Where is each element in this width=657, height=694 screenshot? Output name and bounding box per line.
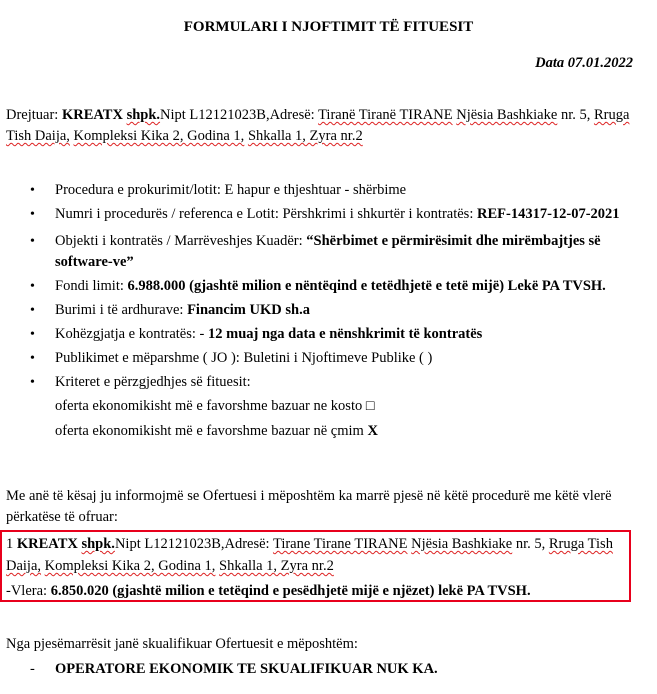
disqualified-item bbox=[30, 659, 438, 680]
list-item: • Kriteret e përzgjedhjes së fituesit: bbox=[30, 372, 636, 393]
checkbox-empty-icon: □ bbox=[365, 398, 375, 414]
authority-address bbox=[6, 105, 634, 147]
authority-street: Rruga Tish Daija, bbox=[6, 107, 630, 144]
list-item: • Burimi i të ardhurave: Financim UKD sh.a bbox=[30, 300, 636, 321]
winner-city: Tirane Tirane TIRANE bbox=[272, 536, 408, 552]
authority-name: KREATX bbox=[61, 107, 123, 123]
winner-name: KREATX bbox=[16, 536, 78, 552]
list-item: • Procedura e prokurimit/lotit: E hapur e thjeshtuar - shërbime bbox=[30, 180, 636, 201]
list-item: • Objekti i kontratës / Marrëveshjes Kuadër: “Shërbimet e përmirësimit dhe mirëmbajtjes së software-ve” bbox=[30, 231, 636, 273]
form-title: FORMULARI I NJOFTIMIT TË FITUESIT bbox=[183, 19, 474, 35]
criteria-option: oferta ekonomikisht më e favorshme bazuar në çmim X bbox=[55, 423, 378, 439]
winner-value bbox=[6, 580, 632, 602]
winner-address bbox=[6, 533, 632, 577]
document-date: Data 07.01.2022 bbox=[535, 55, 633, 71]
winner-street: Rruga Tish Daija, bbox=[6, 536, 613, 574]
list-item: • Publikimet e mëparshme ( JO ): Buletini i Njoftimeve Publike ( ) bbox=[30, 348, 636, 369]
winner-nipt: Nipt L12121023B,Adresë: bbox=[114, 536, 270, 552]
list-item: • Numri i procedurës / referenca e Lotit: Përshkrimi i shkurtër i kontratës: REF-14317-12-07-2021 bbox=[30, 204, 636, 225]
checkbox-checked-mark: X bbox=[367, 423, 378, 439]
authority-label: Drejtuar: bbox=[6, 107, 62, 123]
intro-paragraph: Me anë të kësaj ju informojmë se Ofertuesi i mëposhtëm ka marrë pjesë në këtë procedurë me këtë vlerë përkatëse të ofruar: bbox=[6, 488, 612, 525]
winner-complex: Kompleksi Kika 2, Godina 1, bbox=[44, 558, 216, 574]
authority-complex: Kompleksi Kika 2, Godina 1, bbox=[73, 128, 245, 144]
authority-shpk: shpk. bbox=[126, 107, 161, 123]
authority-nipt: Nipt L12121023B,Adresë: bbox=[160, 107, 315, 123]
list-item: • Kohëzgjatja e kontratës: - 12 muaj nga data e nënshkrimit të kontratës bbox=[30, 324, 636, 345]
winner-office: Shkalla 1, Zyra nr.2 bbox=[219, 558, 334, 574]
authority-office: Shkalla 1, Zyra nr.2 bbox=[247, 128, 363, 144]
procedure-details-list bbox=[30, 180, 636, 442]
winner-value-label: -Vlera: bbox=[6, 583, 51, 599]
disqualified-intro: Nga pjesëmarrësit janë skualifikuar Ofertuesit e mëposhtëm: bbox=[6, 636, 358, 652]
winner-unit: Njësia Bashkiake bbox=[411, 536, 513, 552]
winner-shpk: shpk. bbox=[81, 536, 115, 552]
authority-unit: Njësia Bashkiake bbox=[456, 107, 558, 123]
disqualified-text: OPERATORE EKONOMIK TE SKUALIFIKUAR NUK KA. bbox=[55, 661, 438, 677]
authority-city: Tiranë Tiranë TIRANE bbox=[318, 107, 453, 123]
list-item: • Fondi limit: 6.988.000 (gjashtë milion e nëntëqind e tetëdhjetë e tetë mijë) Lekë PA TVSH. bbox=[30, 276, 636, 297]
winner-value-amount: 6.850.020 (gjashtë milion e tetëqind e pesëdhjetë mijë e njëzet) lekë PA TVSH. bbox=[50, 583, 531, 599]
winner-number: 1 bbox=[6, 536, 17, 552]
authority-nr: nr. 5, bbox=[560, 107, 591, 123]
winner-nr: nr. 5, bbox=[515, 536, 546, 552]
dash-marker: - bbox=[30, 661, 35, 677]
criteria-option: oferta ekonomikisht më e favorshme bazuar ne kosto □ bbox=[55, 398, 375, 414]
